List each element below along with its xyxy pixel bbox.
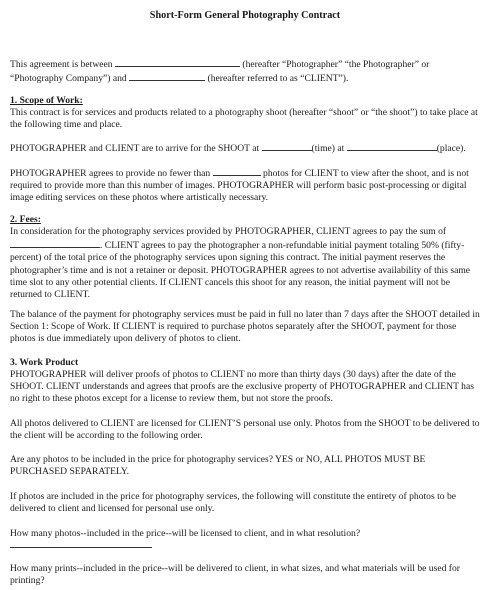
included-photos-paragraph: If photos are included in the price for photography services, the following will constitute the entirety of photos to be delivered to client and licensed for personal use only.	[10, 491, 456, 515]
fees-text-b: . CLIENT agrees to pay the photographer a non-refundable initial payment totaling 50% (fifty-percent) of the total price of the photography services upon signing this contract. The initial payment reserves the photographer’s time and is not a retainer or deposit. PHOTOGRAPHER agrees to not advertise availability of this same time slot to any other potential clients. If CLIENT cancels this shoot for any reason, the initial payment will not be returned to CLIENT.	[10, 240, 471, 301]
section-heading-work-product: 3. Work Product	[10, 357, 79, 368]
arrival-paragraph	[10, 141, 482, 155]
shoot-time-blank[interactable]	[262, 141, 312, 151]
photo-count-text-a: PHOTOGRAPHER agrees to provide no fewer than	[10, 168, 211, 179]
arrival-text-a: PHOTOGRAPHER and CLIENT are to arrive for the SHOOT at	[10, 143, 260, 154]
shoot-place-blank[interactable]	[347, 141, 437, 151]
balance-paragraph: The balance of the payment for photography services must be paid in full no later than 7 days after the SHOOT detailed in Section 1: Scope of Work. If CLIENT is required to purchase photos separately after the SHOOT, payment for those photos is due immediately upon delivery of photos to client.	[10, 309, 480, 345]
intro-text-d: (hereafter referred to as “CLIENT”).	[207, 73, 349, 85]
scope-paragraph: This contract is for services and products related to a photography shoot (hereafter “shoot” or “the shoot”) to take place at the following time and place.	[10, 107, 478, 131]
proofs-paragraph: PHOTOGRAPHER will deliver proofs of photos to CLIENT no more than thirty days (30 days) after the date of the SHOOT. CLIENT understands and agrees that proofs are the exclusive property of PHOTOGRAPHER and CLIENT has no right to these photos except for a license to review them, but not store the proofs.	[10, 369, 474, 405]
fees-text-a: In consideration for the photography services provided by PHOTOGRAPHER, CLIENT agrees to pay the sum of	[10, 226, 447, 237]
photo-count-text-b: photos for CLIENT to view after the shoot, and is not required to provide more than this number of images. PHOTOGRAPHER will perform basic post-processing or digital image editing services on these photos where artistically necessary.	[10, 168, 469, 204]
intro-text-b: (hereafter “Photographer” “the Photographer” or	[242, 59, 430, 70]
client-name-blank[interactable]	[129, 71, 205, 81]
intro-paragraph	[10, 57, 482, 85]
prints-question: How many prints--included in the price--will be delivered to client, in what sizes, and what materials will be used for printing?	[10, 563, 460, 587]
included-photos-question: Are any photos to be included in the price for photography services? YES or NO, ALL PHOTOS MUST BE PURCHASED SEPARATELY.	[10, 454, 426, 478]
arrival-text-c: (place).	[436, 143, 466, 154]
photo-count-blank[interactable]	[213, 166, 261, 176]
intro-text-c: “Photography Company”) and	[10, 73, 127, 85]
document-title: Short-Form General Photography Contract	[149, 10, 341, 21]
intro-text-a: This agreement is between	[10, 59, 113, 70]
photo-resolution-answer-line[interactable]	[10, 538, 482, 552]
arrival-text-b: (time) at	[311, 143, 345, 154]
fee-amount-blank[interactable]	[10, 238, 100, 248]
photo-count-paragraph	[10, 166, 482, 205]
section-heading-scope: 1. Scope of Work:	[10, 95, 83, 106]
section-heading-fees: 2. Fees:	[10, 214, 41, 225]
photo-resolution-blank[interactable]	[10, 538, 152, 548]
license-paragraph: All photos delivered to CLIENT are licensed for CLIENT’S personal use only. Photos from the SHOOT to be delivered to the client will be according to the following order.	[10, 418, 480, 442]
photo-resolution-question: How many photos--included in the price--will be licensed to client, and in what resolution?	[10, 528, 361, 539]
fees-paragraph	[10, 226, 482, 301]
photographer-name-blank[interactable]	[115, 57, 240, 67]
